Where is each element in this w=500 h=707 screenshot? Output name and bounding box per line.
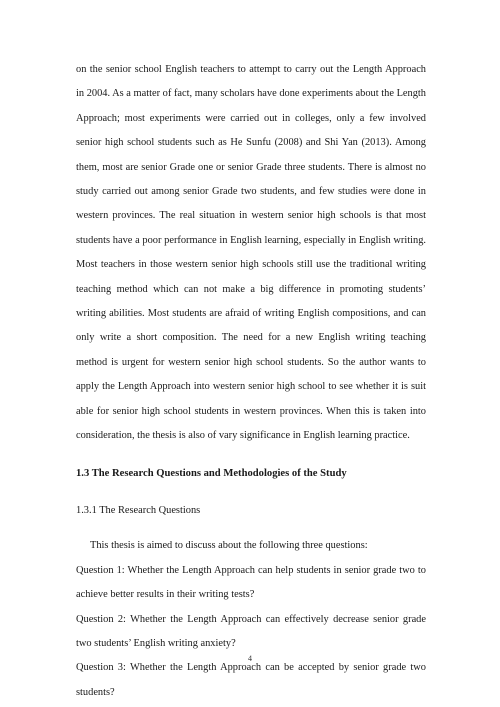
question-item: Question 1: Whether the Length Approach can help students in senior grade two to achieve better results in their writing tests? xyxy=(76,564,426,601)
question-item: Question 3: Whether the Length Approach can be accepted by senior grade two students? xyxy=(76,662,426,698)
body-paragraph: on the senior school English teachers to attempt to carry out the Length Approach in 2004. As a matter of fact, many scholars have done experiments about the Length Approach; most experiments were carried out in colleges, only a few involved senior high school students such as He Sunfu (2008) and Shi Yan (2013). Among them, most are senior Grade one or senior Grade three students. There is almost no study carried out among senior Grade two students, and few studies were done in western provinces. The real situation in western senior high schools is that most students have a poor performance in English learning, especially in English writing. Most teachers in those western senior high schools still use the traditional writing teaching method which can not make a big difference in promoting students’ writing abilities. Most students are afraid of writing English compositions, and can only write a short composition. The need for a new English writing teaching method is urgent for western senior high school students. So the author wants to apply the Length Approach into western senior high school to see whether it is suit able for senior high school students in western provinces. When this is taken into consideration, the thesis is also of vary significance in English learning practice. xyxy=(76,64,426,442)
intro-sentence: This thesis is aimed to discuss about the following three questions: xyxy=(90,540,368,552)
subsection-heading: 1.3.1 The Research Questions xyxy=(76,504,201,516)
question-item: Question 2: Whether the Length Approach can effectively decrease senior grade two students’ English writing anxiety? xyxy=(76,613,426,649)
page-number: 4 xyxy=(248,654,252,663)
section-heading: 1.3 The Research Questions and Methodologies of the Study xyxy=(76,467,347,479)
page-content xyxy=(76,58,426,705)
